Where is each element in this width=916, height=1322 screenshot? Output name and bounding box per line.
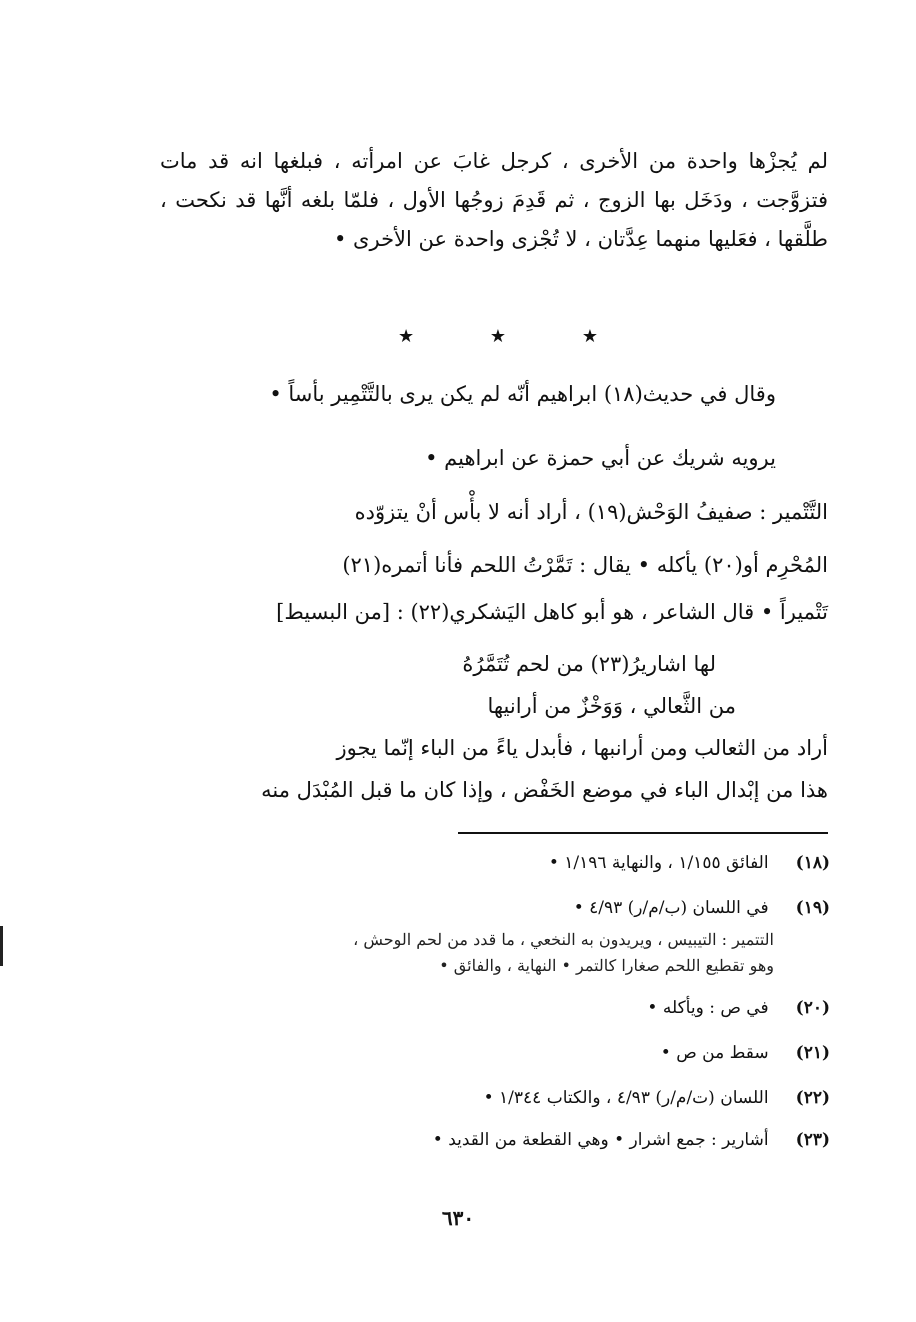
verse-line-1: لها اشاريرُ(٢٣) من لحم تُتَمَّرُهُ [462, 652, 716, 676]
isnad-line: يرويه شريك عن أبي حمزة عن ابراهيم • [425, 446, 776, 470]
footnote-number: (٢٢) [795, 1088, 830, 1108]
gloss-line-1: التَّتْمير : صفيفُ الوَحْش(١٩) ، أراد أنه لا بأْس أنْ يتزوّده [354, 500, 828, 524]
footnote-18 [549, 853, 830, 873]
explanation-line-2: هذا من إبْدال الباء في موضع الخَفْض ، وإذا كان ما قبل المُبْدَل منه [261, 778, 828, 802]
footnote-19-note-1: التتمير : التيبيس ، ويريدون به النخعي ، ما قدد من لحم الوحش ، [353, 930, 774, 949]
footnote-text: في ص : ويأكله • [647, 998, 769, 1018]
star-icon: ★ [489, 326, 507, 347]
scan-edge-mark [0, 926, 3, 966]
footnote-text: اللسان (ت/م/ر) ٤/٩٣ ، والكتاب ١/٣٤٤ • [483, 1088, 769, 1108]
footnote-19-note-2: وهو تقطيع اللحم صغارا كالتمر • النهاية ، والفائق • [439, 956, 774, 975]
footnote-20 [647, 998, 830, 1018]
footnote-number: (٢١) [795, 1043, 830, 1063]
footnote-number: (١٨) [795, 853, 830, 873]
gloss-line-3: تَتْميراً • قال الشاعر ، هو أبو كاهل اليَشكري(٢٢) : [من البسيط] [276, 600, 828, 624]
footnote-19 [574, 898, 830, 918]
hadith-line: وقال في حديث(١٨) ابراهيم أنّه لم يكن يرى بالتَّتْمِير بأساً • [269, 382, 776, 406]
footnote-text: سقط من ص • [660, 1043, 769, 1063]
paragraph-intro: لم يُجزْها واحدة من الأخرى ، كرجل غابَ عن امرأته ، فبلغها انه قد مات فتزوَّجت ، ودَخَل بها الزوج ، ثم قَدِمَ زوجُها الأول ، فلمّا بلغه أنَّها قد نكحت ، طلَّقها ، فعَليها منهما عِدَّتان ، لا تُجْزى واحدة عن الأخرى • [160, 149, 828, 251]
star-icon: ★ [398, 326, 415, 347]
footnote-text: أشارير : جمع اشرار • وهي القطعة من القديد • [432, 1130, 769, 1150]
footnote-text: الفائق ١/١٥٥ ، والنهاية ١/١٩٦ • [548, 853, 769, 873]
footnote-number: (٢٣) [795, 1130, 830, 1150]
page-number: ٦٣٠ [441, 1206, 475, 1230]
verse-line-2: من الثَّعالي ، وَوَخْزٌ من أرانيها [487, 694, 736, 718]
footnote-21 [661, 1043, 830, 1063]
footnote-number: (٢٠) [795, 998, 830, 1018]
footnote-22 [484, 1088, 830, 1108]
gloss-line-2: المُحْرِم أو(٢٠) يأكله • يقال : تَمَّرْتُ اللحم فأنا أتمره(٢١) [342, 553, 828, 577]
footnote-number: (١٩) [795, 898, 830, 918]
section-divider [398, 326, 598, 347]
footnote-separator [458, 832, 828, 834]
star-icon: ★ [581, 326, 598, 347]
explanation-line-1: أراد من الثعالب ومن أرانبها ، فأبدل ياءً من الباء إنّما يجوز [336, 736, 828, 760]
footnote-text: في اللسان (ب/م/ر) ٤/٩٣ • [573, 898, 769, 918]
footnote-23 [433, 1130, 830, 1150]
